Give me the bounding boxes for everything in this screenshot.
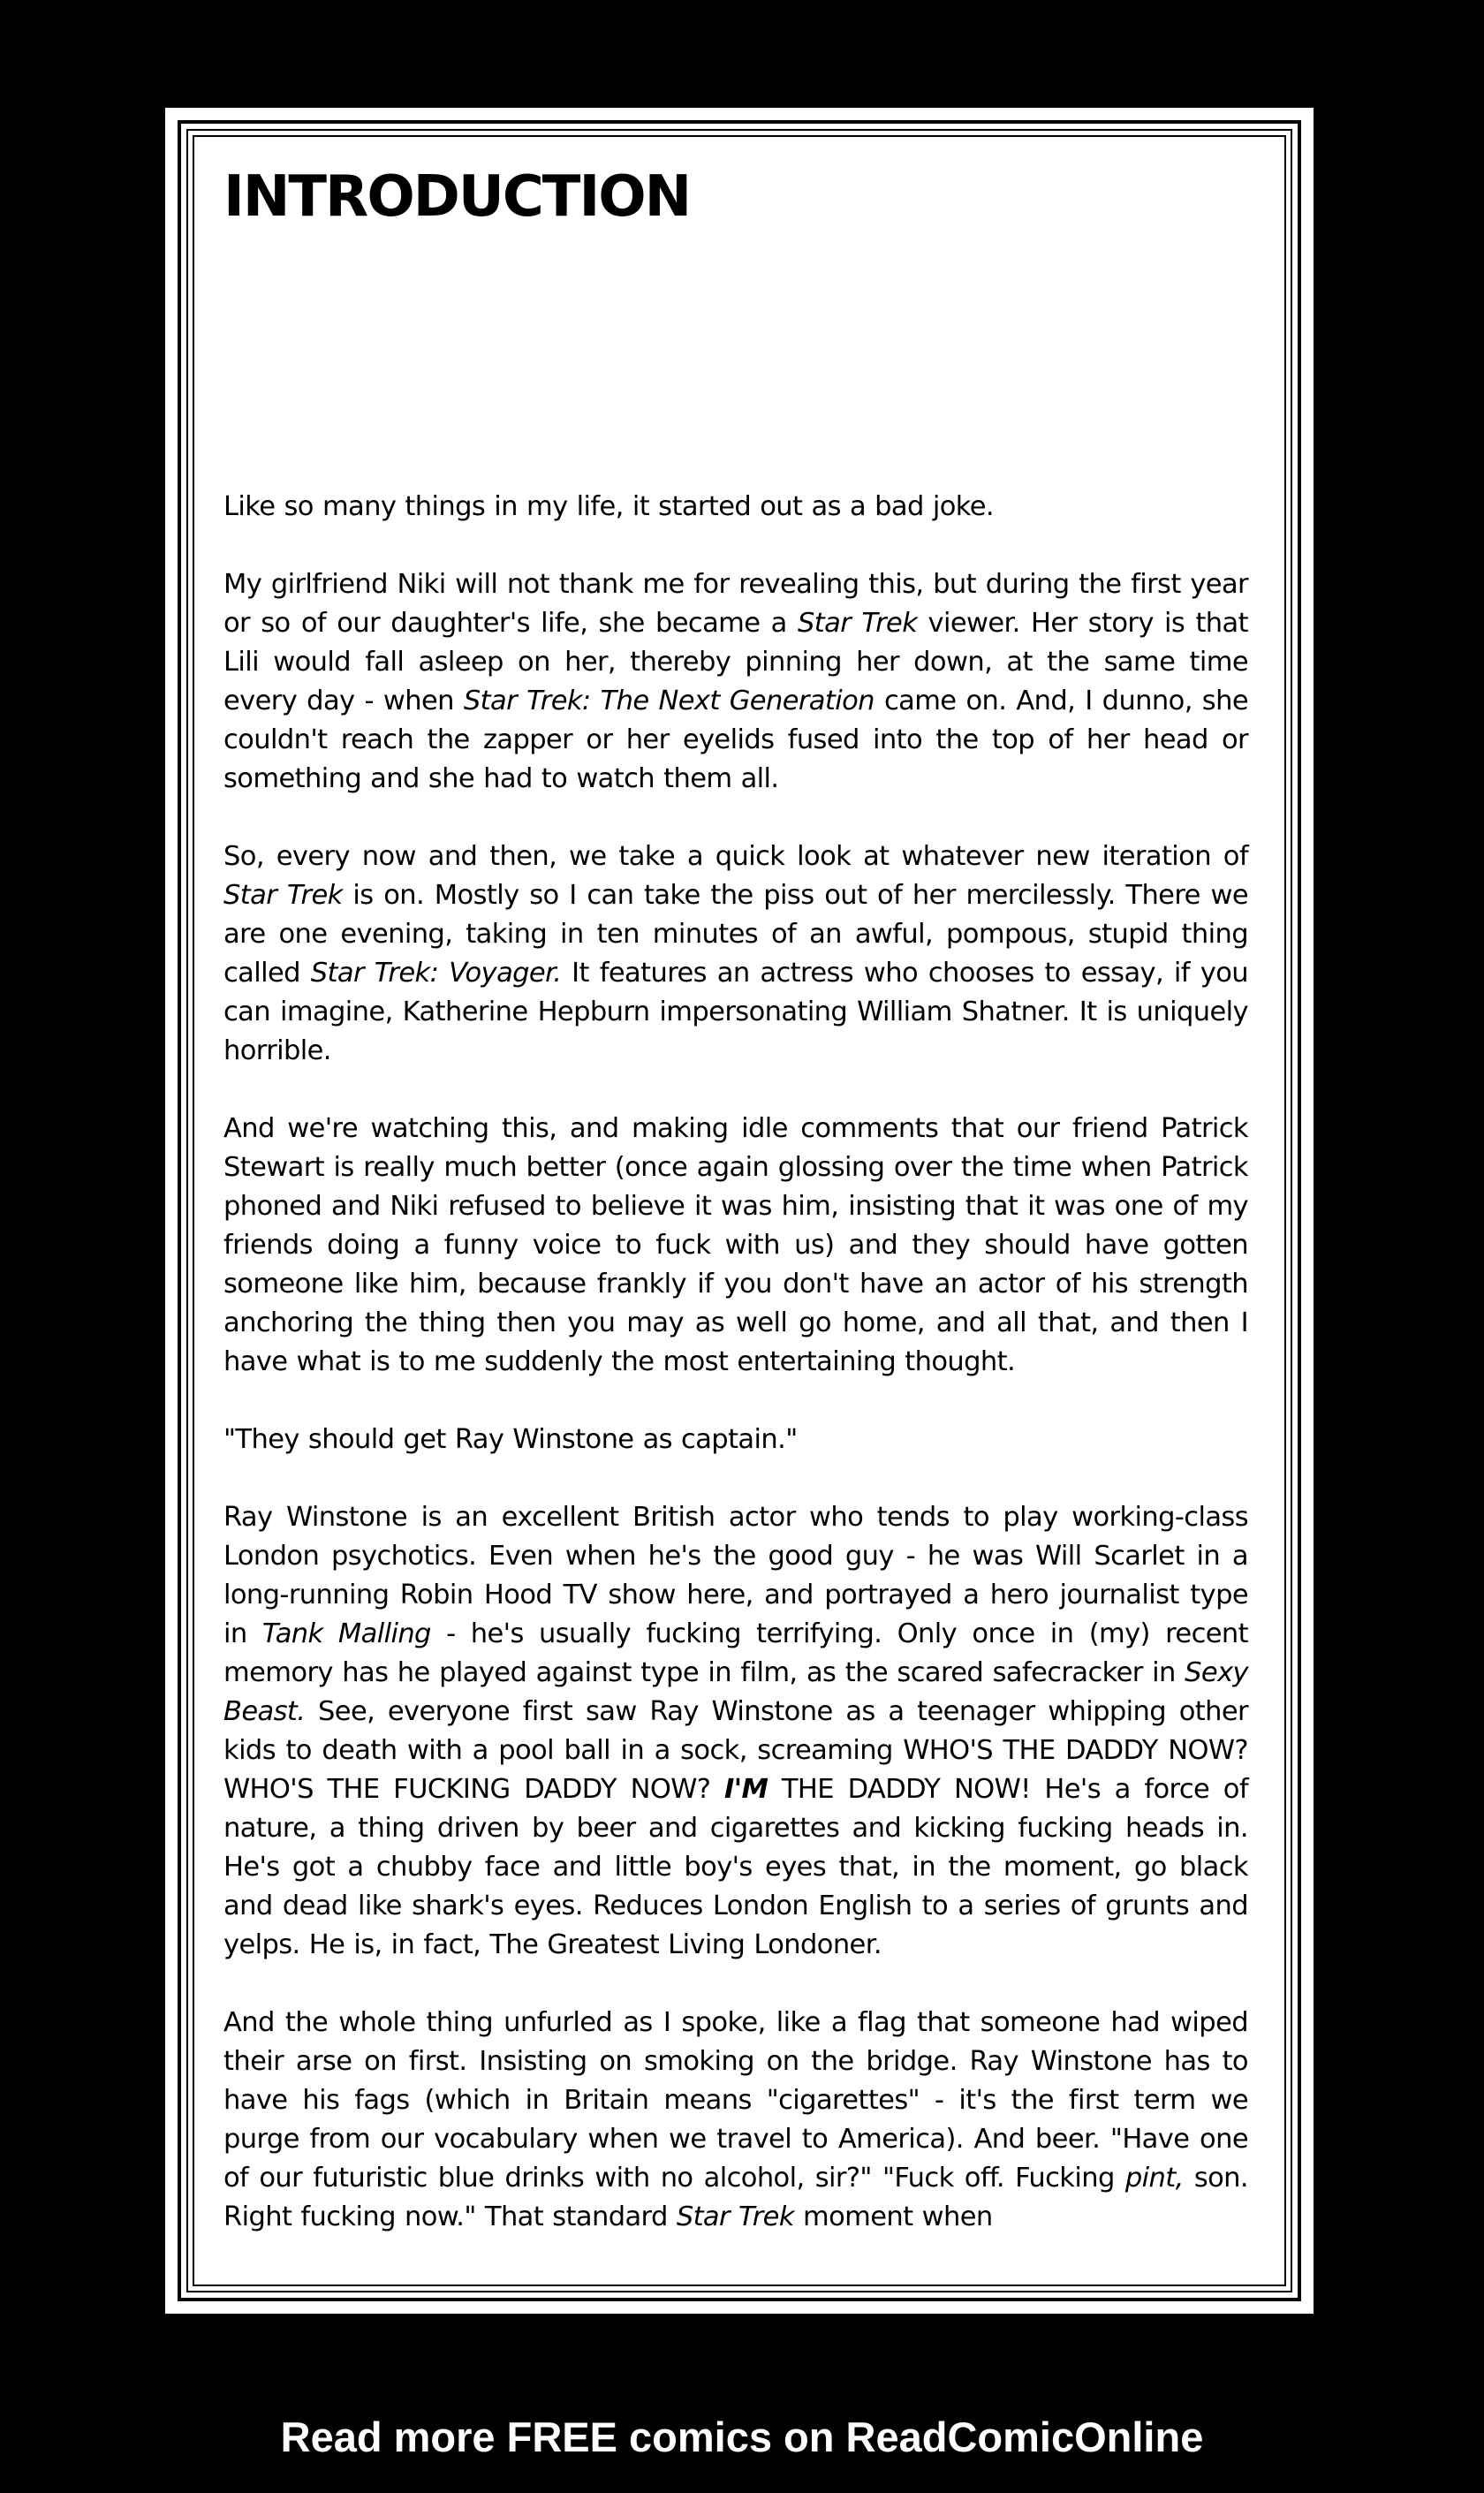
emphasis-text: pint,	[1124, 2163, 1184, 2194]
paragraph	[223, 488, 1248, 527]
paragraph-text: My girlfriend Niki will not thank me for revealing this, but during the first year or so of our daughter's life, she became a	[223, 569, 1248, 639]
paragraph-text: And we're watching this, and making idle comments that our friend Patrick Stewart is really much better (once again glossing over the time when Patrick phoned and Niki refused to believe it was him, insisting that it was one of my friends doing a funny voice to fuck with us) and they should have gotten someone like him, because frankly if you don't have an actor of his strength anchoring the thing then you may as well go home, and all that, and then I have what is to me suddenly the most entertaining thought.	[223, 1113, 1248, 1377]
paragraph-text: son. Right fucking now." That standard	[223, 2163, 1248, 2232]
paragraph-text: THE DADDY NOW! He's a force of nature, a thing driven by beer and cigarettes and kicking fucking heads in. He's got a chubby face and little boy's eyes that, in the moment, go black and dead like shark's eyes. Reduces London English to a series of grunts and yelps. He is, in fact, The Greatest Living Londoner.	[223, 1774, 1249, 1960]
paragraph-text: Ray Winstone is an excellent British actor who tends to play working-class London psychotics. Even when he's the good guy - he was Will Scarlet in a long-running Robin Hood TV show here, and portrayed a hero journalist type in	[223, 1502, 1248, 1649]
paragraph	[223, 2004, 1248, 2237]
paragraph-text: "They should get Ray Winstone as captain."	[223, 1424, 798, 1455]
paragraph	[223, 1498, 1248, 1965]
emphasis-text: Sexy Beast.	[223, 1657, 1248, 1727]
emphasis-text: Star Trek	[798, 608, 918, 639]
paragraph-text: It features an actress who chooses to essay, if you can imagine, Katherine Hepburn impersonating William Shatner. It is uniquely horrible.	[223, 958, 1248, 1066]
emphasis-text: Star Trek: Voyager.	[310, 958, 562, 989]
paragraph	[223, 565, 1248, 799]
emphasis-text: Star Trek	[676, 2201, 794, 2232]
paragraph-text: moment when	[793, 2201, 993, 2232]
introduction-body	[223, 488, 1248, 2276]
paragraph-text: So, every now and then, we take a quick look at whatever new iteration of	[223, 841, 1248, 872]
paragraph-text: And the whole thing unfurled as I spoke, like a flag that someone had wiped their arse on first. Insisting on smoking on the bridge. Ray Winstone has to have his fags (which in Britain means "cigarettes" - it's the first term we purge from our vocabulary when we travel to America). And beer. "Have one of our futuristic blue drinks with no alcohol, sir?" "Fuck off. Fucking	[223, 2007, 1248, 2194]
paragraph-text: viewer. Her story is that Lili would fall asleep on her, thereby pinning her down, at the same time every day - when	[223, 608, 1248, 716]
page-title: INTRODUCTION	[223, 164, 691, 230]
paragraph	[223, 1421, 1248, 1459]
promo-banner[interactable]: Read more FREE comics on ReadComicOnline	[280, 2413, 1204, 2460]
paragraph-text: is on. Mostly so I can take the piss out of her mercilessly. There we are one evening, taking in ten minutes of an awful, pompous, stupid thing called	[223, 880, 1248, 989]
emphasis-text: I'M	[724, 1774, 768, 1805]
paragraph-text: Like so many things in my life, it started out as a bad joke.	[223, 491, 995, 522]
emphasis-text: Tank Malling	[261, 1618, 431, 1649]
page-frame	[165, 108, 1314, 2314]
emphasis-text: Star Trek	[223, 880, 343, 911]
paragraph-text: See, everyone first saw Ray Winstone as a teenager whipping other kids to death with a pool ball in a sock, screaming WHO'S THE DADDY NOW? WHO'S THE FUCKING DADDY NOW?	[223, 1696, 1248, 1805]
paragraph-text: - he's usually fucking terrifying. Only once in (my) recent memory has he played against type in film, as the scared safecracker in	[223, 1618, 1248, 1688]
paragraph-text: came on. And, I dunno, she couldn't reach the zapper or her eyelids fused into the top of her head or something and she had to watch them all.	[223, 686, 1248, 794]
paragraph	[223, 1110, 1248, 1382]
emphasis-text: Star Trek: The Next Generation	[463, 686, 874, 716]
paragraph	[223, 837, 1248, 1071]
